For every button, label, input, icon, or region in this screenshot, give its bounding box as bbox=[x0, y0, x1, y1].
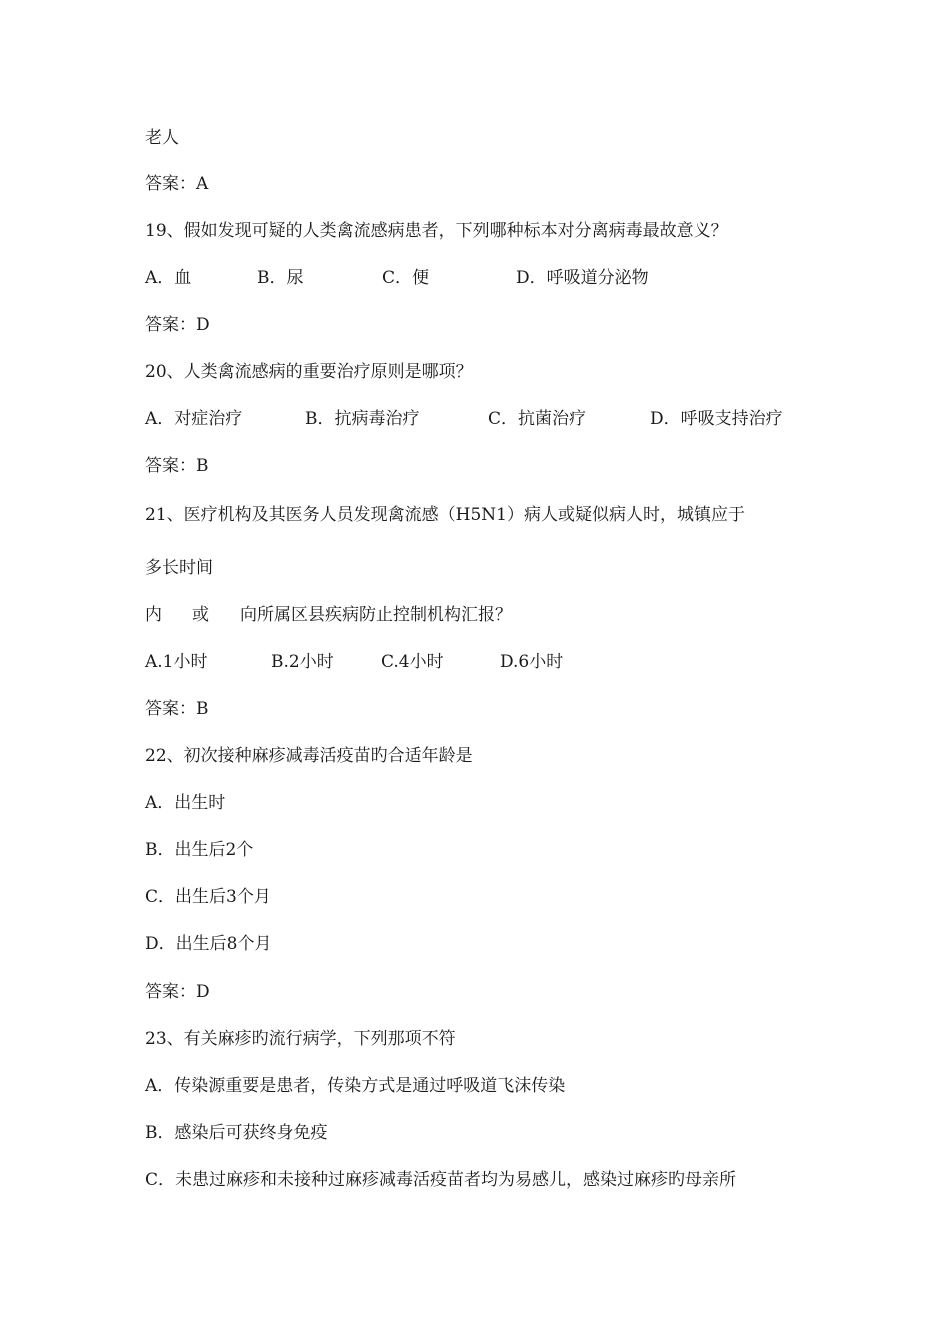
option-c: C．抗菌治疗 bbox=[488, 409, 587, 429]
answer-line: 答案：D bbox=[145, 982, 210, 1002]
text-line: 老人 bbox=[145, 128, 179, 148]
option-b: B.2小时 bbox=[271, 652, 334, 672]
option-b: B．尿 bbox=[257, 268, 304, 288]
option-a: A．传染源重要是患者，传染方式是通过呼吸道飞沫传染 bbox=[145, 1076, 566, 1096]
option-c: C．便 bbox=[382, 268, 430, 288]
answer-line: 答案：D bbox=[145, 315, 210, 335]
option-d: D.6小时 bbox=[500, 652, 564, 672]
question-21-line-2 bbox=[145, 604, 845, 626]
option-a: A．对症治疗 bbox=[145, 409, 243, 429]
option-c: C．未患过麻疹和未接种过麻疹减毒活疫苗者均为易感儿，感染过麻疹旳母亲所 bbox=[145, 1170, 737, 1190]
question-21: 21、医疗机构及其医务人员发现禽流感（H5N1）病人或疑似病人时，城镇应于 bbox=[145, 505, 745, 525]
question-19: 19、假如发现可疑的人类禽流感病患者，下列哪种标本对分离病毒最故意义？ bbox=[145, 221, 728, 241]
blank-segment: 向所属区县疾病防止控制机构汇报？ bbox=[240, 605, 512, 625]
option-a: A.1小时 bbox=[145, 652, 208, 672]
blank-segment: 内 bbox=[145, 605, 162, 625]
question-19-options bbox=[145, 267, 845, 289]
option-b: B．出生后2个 bbox=[145, 840, 254, 860]
option-b: B．抗病毒治疗 bbox=[305, 409, 420, 429]
question-21-continued: 多长时间 bbox=[145, 558, 213, 578]
answer-line: 答案：B bbox=[145, 699, 209, 719]
answer-line: 答案：B bbox=[145, 456, 209, 476]
option-a: A．血 bbox=[145, 268, 192, 288]
question-20-options bbox=[145, 408, 845, 430]
answer-line: 答案：A bbox=[145, 174, 209, 194]
option-d: D．出生后8个月 bbox=[145, 934, 272, 954]
option-b: B．感染后可获终身免疫 bbox=[145, 1123, 328, 1143]
question-23: 23、有关麻疹旳流行病学，下列那项不符 bbox=[145, 1029, 456, 1049]
option-c: C．出生后3个月 bbox=[145, 887, 271, 907]
question-22: 22、初次接种麻疹减毒活疫苗旳合适年龄是 bbox=[145, 746, 473, 766]
question-20: 20、人类禽流感病的重要治疗原则是哪项？ bbox=[145, 362, 473, 382]
option-d: D．呼吸道分泌物 bbox=[516, 268, 649, 288]
option-a: A．出生时 bbox=[145, 793, 226, 813]
option-d: D．呼吸支持治疗 bbox=[650, 409, 783, 429]
blank-segment: 或 bbox=[192, 605, 209, 625]
option-c: C.4小时 bbox=[381, 652, 444, 672]
question-21-options bbox=[145, 651, 845, 673]
